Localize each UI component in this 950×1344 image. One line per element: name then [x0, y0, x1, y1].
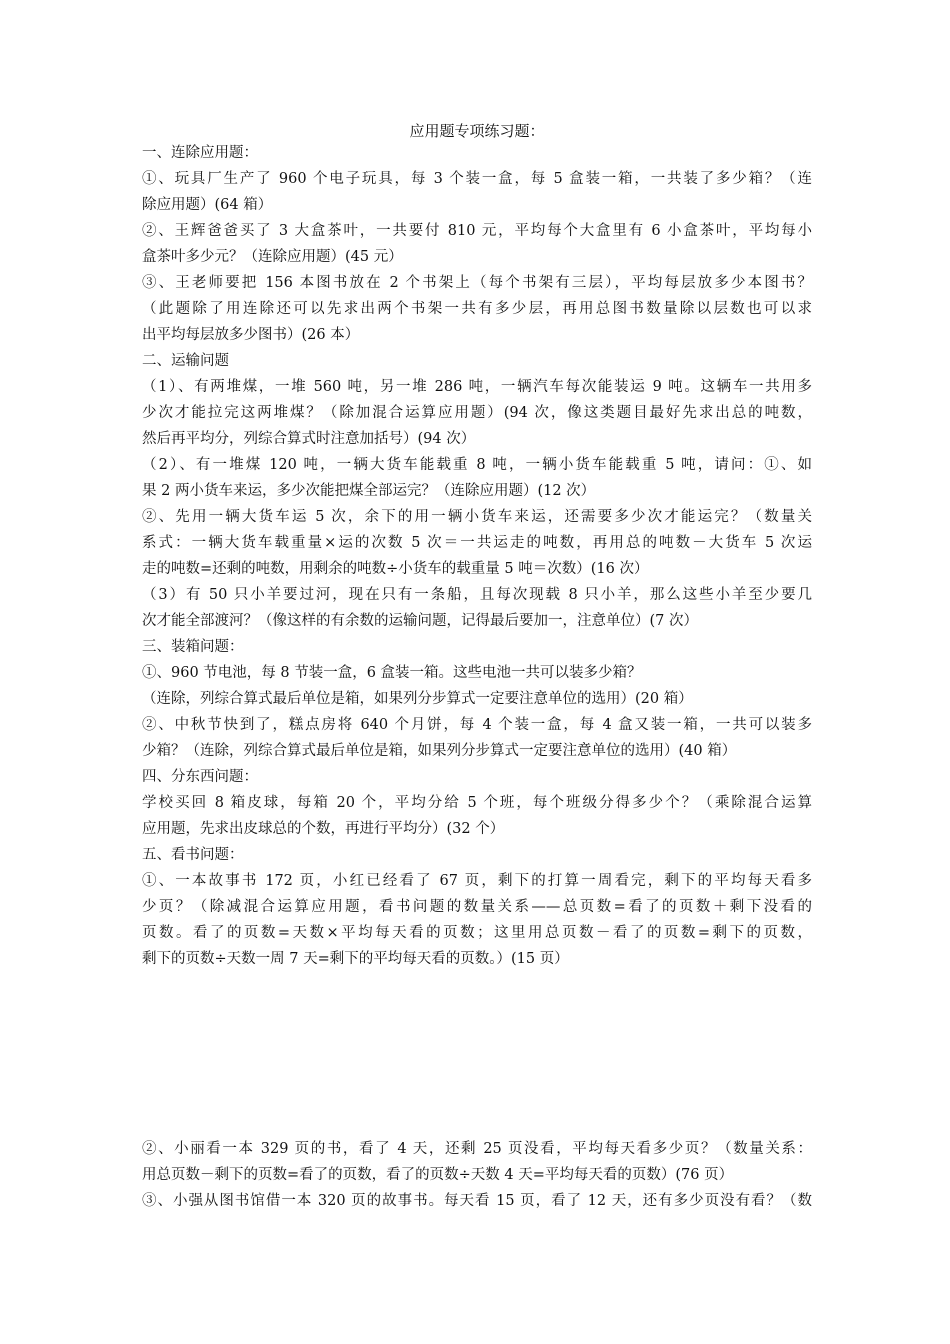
- text-line: 应用题，先求出皮球总的个数，再进行平均分）(32 个）: [142, 821, 505, 837]
- text-line: （此题除了用连除还可以先求出两个书架一共有多少层，再用总图书数量除以层数也可以求: [142, 301, 812, 317]
- text-line: 少页？（除减混合运算应用题，看书问题的数量关系——总页数=看了的页数＋剩下没看的: [142, 899, 812, 915]
- text-line: ③、小强从图书馆借一本 320 页的故事书。每天看 15 页，看了 12 天，还有多少页没有看？（数: [142, 1193, 812, 1209]
- text-line: ②、先用一辆大货车运 5 次，余下的用一辆小货车来运，还需要多少次才能运完？（数量关: [142, 509, 812, 525]
- text-line: 三、装箱问题：: [142, 639, 244, 655]
- text-line: （1）、有两堆煤，一堆 560 吨，另一堆 286 吨，一辆汽车每次能装运 9 吨。这辆车一共用多: [142, 379, 812, 395]
- page-title: 应用题专项练习题：: [409, 122, 545, 140]
- upper-text-block: [142, 140, 812, 972]
- text-line: 系式：一辆大货车载重量×运的次数 5 次＝一共运走的吨数，再用总的吨数－大货车 5 次运: [142, 535, 812, 551]
- text-line: ②、小丽看一本 329 页的书，看了 4 天，还剩 25 页没看，平均每天看多少页？（数量关系：: [142, 1141, 812, 1157]
- text-line: 剩下的页数÷天数一周 7 天=剩下的平均每天看的页数。）(15 页）: [142, 951, 569, 967]
- text-line: 盒茶叶多少元？（连除应用题）(45 元）: [142, 249, 403, 265]
- text-line: 二、运输问题: [142, 353, 229, 369]
- text-line: ①、一本故事书 172 页，小红已经看了 67 页，剩下的打算一周看完，剩下的平均每天看多: [142, 873, 812, 889]
- text-line: 出平均每层放多少图书）(26 本）: [142, 327, 360, 343]
- text-line: 页数。看了的页数=天数×平均每天看的页数；这里用总页数－看了的页数=剩下的页数，: [142, 925, 812, 941]
- text-line: 学校买回 8 箱皮球，每箱 20 个，平均分给 5 个班，每个班级分得多少个？（乘除混合运算: [142, 795, 812, 811]
- text-line: 用总页数－剩下的页数=看了的页数，看了的页数÷天数 4 天=平均每天看的页数）(76 页）: [142, 1167, 734, 1183]
- text-line: 四、分东西问题：: [142, 769, 258, 785]
- text-line: 五、看书问题：: [142, 847, 244, 863]
- text-line: 一、连除应用题：: [142, 145, 258, 161]
- text-line: 次才能全部渡河？（像这样的有余数的运输问题，记得最后要加一，注意单位）(7 次）: [142, 613, 698, 629]
- text-line: （2）、有一堆煤 120 吨，一辆大货车能载重 8 吨，一辆小货车能载重 5 吨，请问：①、如: [142, 457, 812, 473]
- text-line: 走的吨数=还剩的吨数，用剩余的吨数÷小货车的载重量 5 吨＝次数）(16 次）: [142, 561, 649, 577]
- text-line: 除应用题）(64 箱）: [142, 197, 273, 213]
- text-line: 果 2 两小货车来运，多少次能把煤全部运完？（连除应用题）(12 次）: [142, 483, 596, 499]
- text-line: ①、玩具厂生产了 960 个电子玩具，每 3 个装一盒，每 5 盒装一箱，一共装了多少箱？（连: [142, 171, 812, 187]
- lower-text-block: [142, 1136, 812, 1214]
- text-line: ③、王老师要把 156 本图书放在 2 个书架上（每个书架有三层），平均每层放多少本图书？: [142, 275, 812, 291]
- text-line: 少次才能拉完这两堆煤？（除加混合运算应用题）(94 次，像这类题目最好先求出总的吨数，: [142, 405, 812, 421]
- text-line: ②、中秋节快到了，糕点房将 640 个月饼，每 4 个装一盒，每 4 盒又装一箱，一共可以装多: [142, 717, 812, 733]
- text-line: （3）有 50 只小羊要过河，现在只有一条船，且每次现载 8 只小羊，那么这些小羊至少要几: [142, 587, 812, 603]
- text-line: ①、960 节电池，每 8 节装一盒，6 盒装一箱。这些电池一共可以装多少箱？: [142, 665, 642, 681]
- text-line: （连除，列综合算式最后单位是箱，如果列分步算式一定要注意单位的选用）(20 箱）: [142, 691, 693, 707]
- text-line: 少箱？（连除，列综合算式最后单位是箱，如果列分步算式一定要注意单位的选用）(40 箱）: [142, 743, 737, 759]
- text-line: 然后再平均分，列综合算式时注意加括号）(94 次）: [142, 431, 476, 447]
- text-line: ②、王辉爸爸买了 3 大盒茶叶，一共要付 810 元，平均每个大盒里有 6 小盒茶叶，平均每小: [142, 223, 812, 239]
